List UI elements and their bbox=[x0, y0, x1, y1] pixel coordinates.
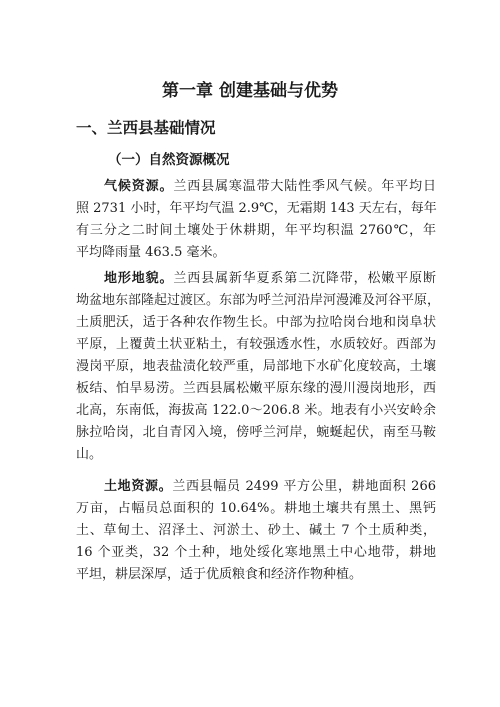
paragraph-line: 地形地貌。兰西县属新华夏系第二沉降带，松嫩平原断 bbox=[104, 271, 436, 286]
subsection-title: （一）自然资源概况 bbox=[108, 152, 230, 168]
paragraph-term: 气候资源。 bbox=[104, 179, 174, 194]
paragraph-line: 漫岗平原，地表盐渍化较严重，局部地下水矿化度较高，土壤 bbox=[76, 359, 436, 374]
paragraph-line: 坳盆地东部隆起过渡区。东部为呼兰河沿岸河漫滩及河谷平原， bbox=[76, 293, 441, 308]
paragraph-line: 平原，上覆黄土状亚粘土，有较强透水性，水质较好。西部为 bbox=[76, 337, 436, 352]
paragraph-line: 平坦，耕层深厚，适于优质粮食和经济作物种植。 bbox=[76, 567, 363, 582]
section-title: 一、兰西县基础情况 bbox=[76, 119, 216, 137]
paragraph-term: 地形地貌。 bbox=[104, 271, 174, 286]
paragraph-line: 土质肥沃，适于各种农作物生长。中部为拉哈岗台地和岗阜状 bbox=[76, 315, 436, 330]
paragraph-line: 有三分之二时间土壤处于休耕期，年平均积温 2760℃，年 bbox=[76, 223, 436, 238]
paragraph-line: 北高，东南低，海拔高 122.0～206.8 米。地表有小兴安岭余 bbox=[76, 403, 436, 418]
paragraph-line: 平均降雨量 463.5 毫米。 bbox=[76, 245, 226, 260]
paragraph-line: 板结、怕旱易涝。兰西县属松嫩平原东缘的漫川漫岗地形，西 bbox=[76, 381, 436, 396]
paragraph-line: 气候资源。兰西县属寒温带大陆性季风气候。年平均日 bbox=[104, 179, 436, 194]
paragraph-line: 脉拉哈岗，北自青冈入境，傍呼兰河岸，蜿蜒起伏，南至马鞍 bbox=[76, 425, 436, 440]
paragraph-line: 万亩，占幅员总面积的 10.64%。耕地土壤共有黑土、黑钙 bbox=[76, 501, 436, 516]
paragraph-term: 土地资源。 bbox=[104, 479, 173, 494]
paragraph-line: 16 个亚类，32 个土种，地处绥化寒地黑土中心地带，耕地 bbox=[76, 545, 436, 560]
paragraph-line: 土、草甸土、沼泽土、河淤土、砂土、碱土 7 个土质种类， bbox=[76, 523, 436, 538]
paragraph-line: 土地资源。兰西县幅员 2499 平方公里，耕地面积 266 bbox=[104, 479, 436, 494]
paragraph-line: 照 2731 小时，年平均气温 2.9℃，无霜期 143 天左右，每年 bbox=[76, 201, 437, 216]
chapter-title: 第一章 创建基础与优势 bbox=[162, 81, 338, 101]
paragraph-line: 山。 bbox=[76, 447, 103, 462]
